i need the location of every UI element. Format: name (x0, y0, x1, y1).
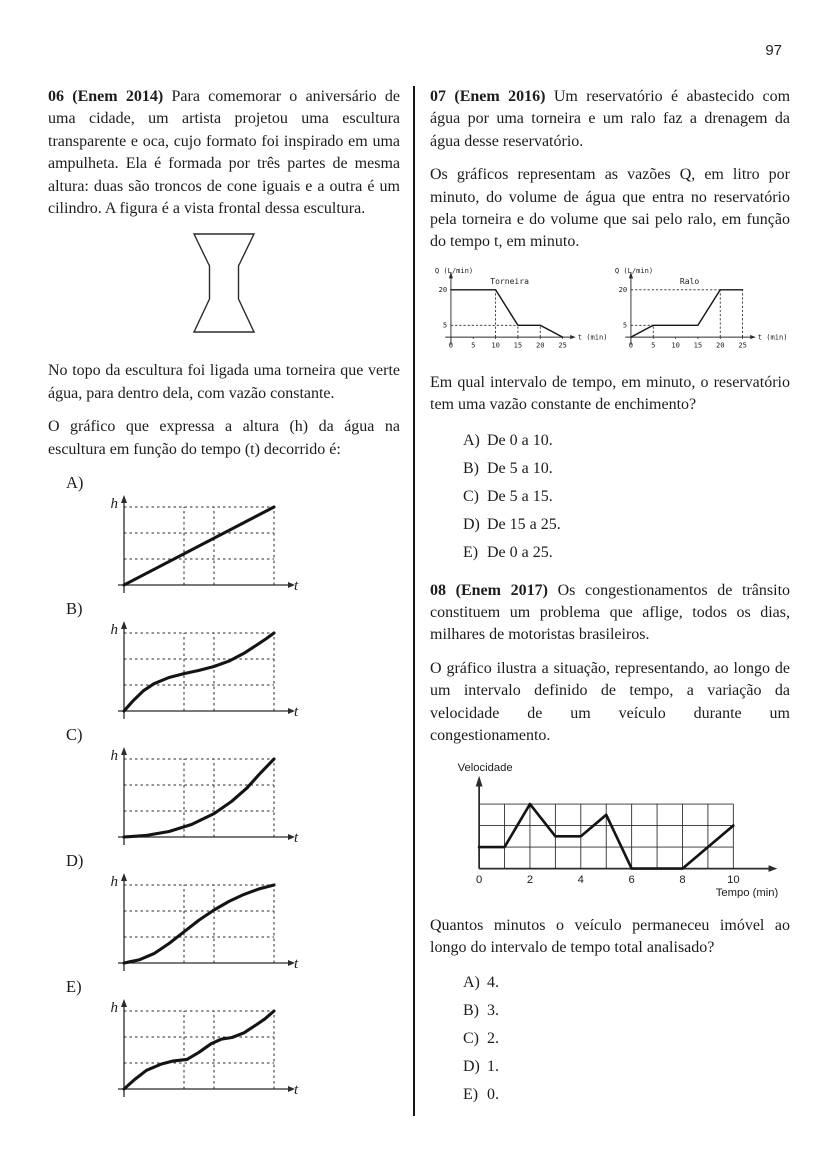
option-letter: D) (463, 515, 480, 533)
q08-option-c (463, 1027, 790, 1050)
x-tick-label: 15 (513, 340, 523, 350)
x-axis-label: t (294, 956, 299, 973)
x-tick-label: 0 (448, 340, 454, 350)
x-tick-label: 10 (491, 340, 500, 350)
q08-option-e (463, 1083, 790, 1106)
option-letter: B) (463, 459, 479, 477)
y-axis-label: h (110, 622, 118, 639)
axis-arrow (121, 999, 127, 1007)
x-tick-label: 20 (535, 340, 545, 350)
axis-arrow (476, 775, 483, 786)
q08-question: Quantos minutos o veículo permaneceu imóvel ao longo do intervalo de tempo total analisado? (430, 916, 790, 956)
ralo-chart (612, 265, 788, 360)
y-axis-label: Q (L/min) (434, 265, 474, 275)
axis-arrow (121, 747, 127, 755)
q08-chart-wrap (440, 759, 790, 903)
option-letter: B) (463, 1002, 479, 1020)
q06-option-b-letter: B) (66, 599, 83, 619)
x-tick-label: 0 (628, 340, 634, 350)
q07-charts-row (432, 265, 790, 360)
option-text: 4. (487, 974, 499, 992)
two-column-layout (48, 86, 790, 1122)
q07-option-a (463, 429, 790, 452)
option-letter: A) (463, 431, 480, 449)
option-letter: D) (463, 1058, 480, 1076)
option-letter: E) (463, 1086, 479, 1104)
q07-option-e (463, 541, 790, 564)
x-tick-label: 6 (628, 873, 635, 886)
q06-option-e (48, 977, 400, 1101)
y-tick-label: 5 (622, 320, 628, 330)
q06-option-d-graph (94, 871, 304, 975)
option-letter: C) (463, 487, 479, 505)
x-axis-label: Tempo (min) (715, 886, 779, 898)
q06-question: O gráfico que expressa a altura (h) da água na escultura em função do tempo (t) decorrido é: (48, 418, 400, 458)
x-axis-label: t (min) (757, 332, 788, 342)
q06-option-c (48, 725, 400, 849)
column-divider (413, 86, 415, 1116)
q08-option-a (463, 971, 790, 994)
flow-curve (451, 290, 563, 337)
x-tick-label: 25 (558, 340, 567, 350)
q06-option-d-letter: D) (66, 851, 84, 871)
page-number: 97 (765, 42, 782, 59)
q07-option-b (463, 457, 790, 480)
y-tick-label: 20 (438, 285, 448, 295)
x-axis-label: t (min) (577, 332, 608, 342)
q07-option-d (463, 513, 790, 536)
right-column (430, 86, 790, 1122)
q08-number: 08 (Enem 2017) (430, 581, 548, 599)
y-tick-label: 5 (442, 320, 448, 330)
option-letter: C) (463, 1030, 479, 1048)
x-tick-label: 10 (727, 873, 740, 886)
q06-intro-text: Para comemorar o aniversário de uma cidade, um artista projetou uma escultura transparente e oca, cujo formato foi inspirado em uma ampulheta. Ela é formada por três partes de mesma altura: duas são troncos de cone iguais e a outra é um cilindro. A figura é a vista frontal dessa escultura. (48, 88, 401, 218)
option-letter: A) (463, 974, 480, 992)
q06-option-b-graph (94, 619, 304, 723)
q06-option-e-graph (94, 997, 304, 1101)
option-text: 3. (487, 1002, 499, 1020)
x-tick-label: 5 (471, 340, 476, 350)
q06-option-d (48, 851, 400, 975)
option-text: 0. (487, 1086, 499, 1104)
x-tick-label: 2 (526, 873, 534, 886)
x-axis-label: t (294, 1082, 299, 1099)
x-axis-label: t (294, 578, 299, 595)
option-text: De 0 a 10. (487, 431, 553, 449)
q07-intro-paragraph (430, 86, 790, 153)
q07-p2: Os gráficos representam as vazões Q, em litro por minuto, do volume de água que entra no reservatório pela torneira e do volume que sai pelo ralo, em função do tempo t, em minuto. (430, 166, 790, 251)
h-t-curve (124, 1011, 274, 1089)
option-text: De 15 a 25. (487, 515, 561, 533)
q07-options (430, 429, 790, 564)
h-t-curve (124, 507, 274, 585)
axis-arrow (769, 865, 778, 872)
q06-option-b (48, 599, 400, 723)
axis-arrow (570, 335, 576, 339)
y-tick-label: 20 (618, 285, 628, 295)
q06-option-a (48, 473, 400, 597)
q08-intro-text: Os congestionamentos de trânsito constituem um problema que aflige, todos os dias, milhares de motoristas brasileiros. (430, 581, 791, 644)
q07-intro-text: Um reservatório é abastecido com água por uma torneira e um ralo faz a drenagem da água desse reservatório. (430, 88, 791, 150)
y-axis-label: h (110, 874, 118, 891)
h-t-curve (124, 885, 274, 963)
h-t-curve (124, 633, 274, 711)
q08-intro-paragraph (430, 580, 790, 647)
x-tick-label: 10 (671, 340, 680, 350)
q06-option-c-graph (94, 745, 304, 849)
x-tick-label: 25 (738, 340, 747, 350)
q06-intro-paragraph (48, 86, 400, 220)
option-text: De 0 a 25. (487, 543, 553, 561)
x-axis-label: t (294, 704, 299, 721)
option-text: De 5 a 15. (487, 487, 553, 505)
left-column (48, 86, 400, 1122)
axis-arrow (121, 873, 127, 881)
q06-after-figure-paragraph: No topo da escultura foi ligada uma torneira que verte água, para dentro dela, com vazão constante. (48, 362, 400, 402)
option-text: De 5 a 10. (487, 459, 553, 477)
x-tick-label: 15 (693, 340, 703, 350)
axis-arrow (750, 335, 756, 339)
velocity-chart (440, 759, 792, 898)
option-text: 2. (487, 1030, 499, 1048)
q08-option-b (463, 999, 790, 1022)
q08-p2: O gráfico ilustra a situação, representando, ao longo de um intervalo definido de tempo, a variação da velocidade de um veículo durante um congestionamento. (430, 659, 790, 745)
torneira-chart (432, 265, 608, 360)
q06-option-c-letter: C) (66, 725, 83, 745)
x-tick-label: 5 (651, 340, 656, 350)
q06-option-a-graph (94, 493, 304, 597)
axis-arrow (121, 495, 127, 503)
y-axis-label: h (110, 1000, 118, 1017)
y-axis-label: h (110, 748, 118, 765)
q08-options (430, 971, 790, 1106)
y-axis-label: Velocidade (457, 761, 513, 774)
hourglass-figure (191, 233, 257, 333)
x-tick-label: 20 (715, 340, 725, 350)
x-tick-label: 0 (475, 873, 483, 886)
q07-option-c (463, 485, 790, 508)
h-t-curve (124, 759, 274, 837)
chart-title: Ralo (679, 276, 700, 286)
y-axis-label: Q (L/min) (614, 265, 654, 275)
q06-option-a-letter: A) (66, 473, 84, 493)
x-axis-label: t (294, 830, 299, 847)
option-letter: E) (463, 543, 479, 561)
x-tick-label: 4 (577, 873, 584, 886)
chart-title: Torneira (490, 276, 529, 286)
option-text: 1. (487, 1058, 499, 1076)
y-axis-label: h (110, 496, 118, 513)
hourglass-outline (194, 234, 254, 332)
q08-option-d (463, 1055, 790, 1078)
q06-figure-wrap (48, 233, 400, 338)
flow-curve (631, 290, 743, 337)
q06-number: 06 (Enem 2014) (48, 88, 164, 105)
axis-arrow (121, 621, 127, 629)
q07-number: 07 (Enem 2016) (430, 88, 546, 105)
q07-question: Em qual intervalo de tempo, em minuto, o reservatório tem uma vazão constante de enchimento? (430, 373, 790, 414)
x-tick-label: 8 (679, 873, 686, 886)
q06-option-e-letter: E) (66, 977, 82, 997)
